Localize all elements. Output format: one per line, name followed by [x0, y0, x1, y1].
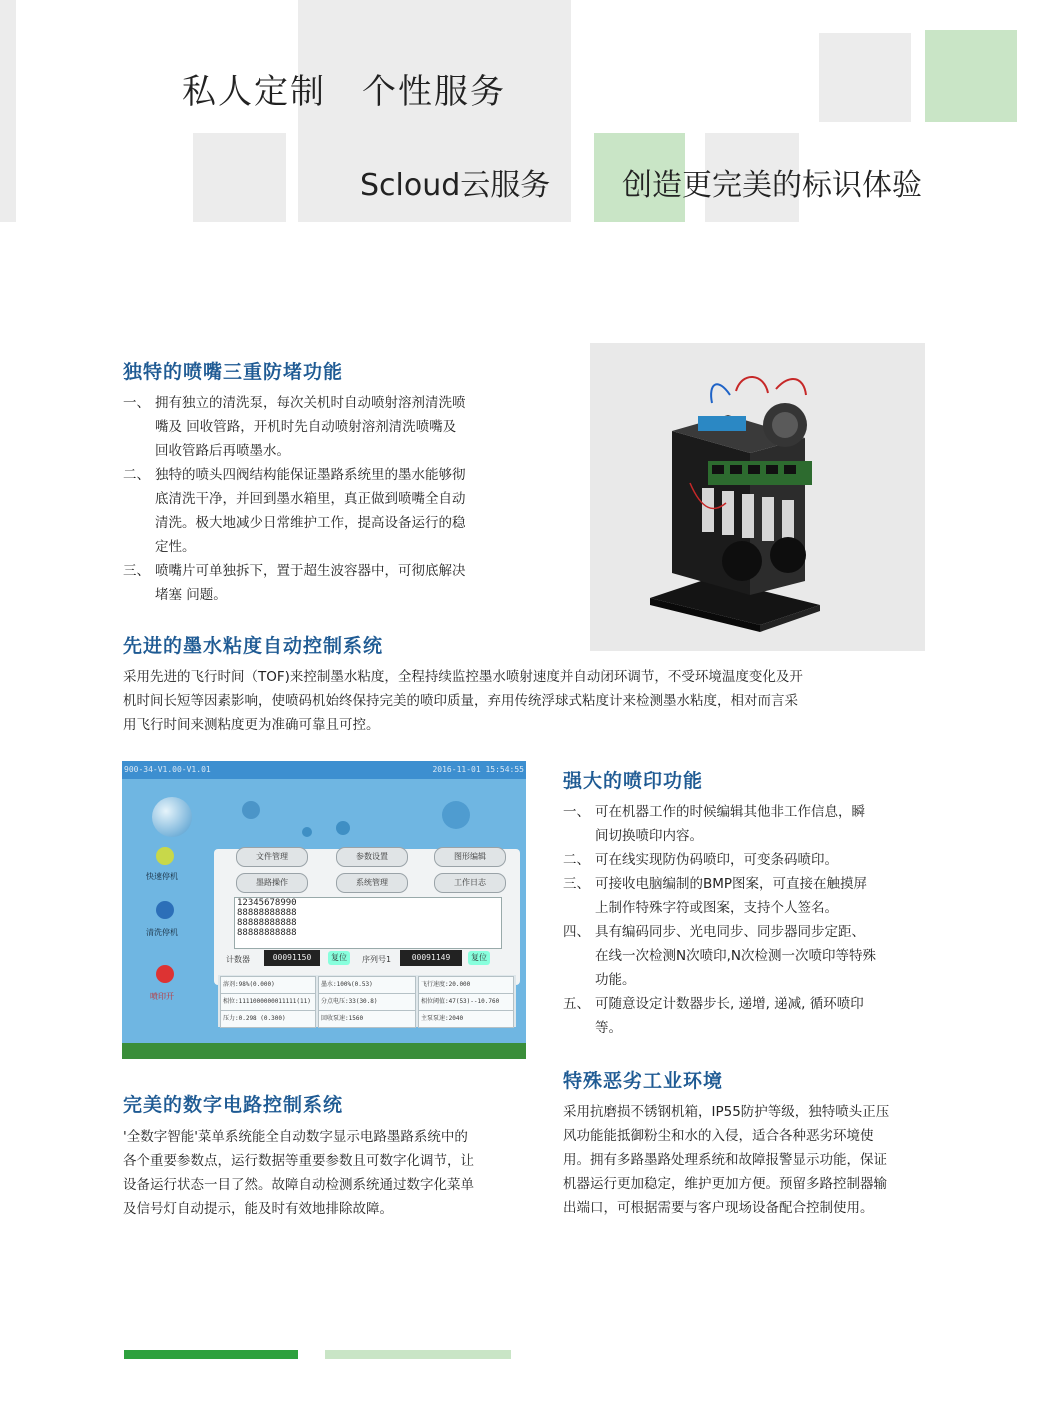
- item-line: 清洗。极大地减少日常维护工作，提高设备运行的稳: [155, 515, 466, 531]
- print-on-label: 喷印开: [150, 992, 174, 1001]
- item-line: 功能。: [595, 972, 636, 988]
- digital-control-paragraph: [123, 1125, 533, 1221]
- screen-bubble: [242, 801, 260, 819]
- graphics-edit-button[interactable]: 图形编辑: [434, 847, 506, 867]
- list-item: [563, 800, 943, 848]
- section-title-viscosity: 先进的墨水粘度自动控制系统: [123, 635, 384, 657]
- section-title-digital-control: 完美的数字电路控制系统: [123, 1094, 344, 1116]
- item-line: 拥有独立的清洗泵，每次关机时自动喷射溶剂清洗喷: [155, 395, 466, 411]
- paragraph-line: 及信号灯自动提示，能及时有效地排除故障。: [123, 1201, 393, 1217]
- status-cell: 飞行速度:20.000: [418, 976, 514, 994]
- item-line: 具有编码同步、光电同步、同步器同步定距、: [595, 924, 865, 940]
- serial-value: 00091149: [400, 950, 462, 966]
- quick-stop-label: 快速停机: [146, 872, 178, 881]
- viscosity-paragraph: [123, 665, 928, 737]
- section-title-harsh-environment: 特殊恶劣工业环境: [563, 1070, 724, 1092]
- item-line: 可接收电脑编制的BMP图案，可直接在触摸屏: [595, 876, 868, 892]
- page-title: 私人定制 个性服务: [182, 72, 506, 112]
- text-line: 12345678990: [237, 898, 297, 908]
- item-line: 堵塞 问题。: [155, 587, 227, 603]
- screen-title-bar: [122, 761, 526, 779]
- work-log-button[interactable]: 工作日志: [434, 873, 506, 893]
- param-settings-button[interactable]: 参数设置: [336, 847, 408, 867]
- paragraph-line: '全数字智能'菜单系统能全自动数字显示电路墨路系统中的: [123, 1129, 468, 1145]
- ink-operation-button[interactable]: 墨路操作: [236, 873, 308, 893]
- printhead-illustration: [590, 343, 925, 651]
- status-cell: 溶剂:98%(0.000): [220, 976, 316, 994]
- counter-label: 计数器: [226, 955, 250, 964]
- serial-reset-button[interactable]: 复位: [468, 951, 490, 965]
- item-line: 喷嘴片可单独拆下，置于超生波容器中，可彻底解决: [155, 563, 466, 579]
- list-item: [563, 872, 943, 920]
- item-line: 可在机器工作的时候编辑其他非工作信息，瞬: [595, 804, 865, 820]
- item-number: 一、: [123, 395, 150, 411]
- quick-stop-icon[interactable]: [156, 847, 174, 865]
- status-cell: 回收泵速:1560: [318, 1010, 416, 1028]
- serial-label: 序列号1: [362, 955, 391, 964]
- header-block: [925, 30, 1017, 122]
- screen-bubble: [336, 821, 350, 835]
- paragraph-line: 机器运行更加稳定，维护更加方便。预留多路控制器输: [563, 1176, 887, 1192]
- paragraph-line: 机时间长短等因素影响，使喷码机始终保持完美的喷印质量，弃用传统浮球式粘度计来检测墨水粘度，相对而言采: [123, 693, 798, 709]
- item-number: 二、: [563, 852, 590, 868]
- item-line: 定性。: [155, 539, 196, 555]
- item-line: 嘴及 回收管路，开机时先自动喷射溶剂清洗喷嘴及: [155, 419, 457, 435]
- paragraph-line: 采用抗磨损不锈钢机箱，IP55防护等级，独特喷头正压: [563, 1104, 890, 1120]
- paragraph-line: 采用先进的飞行时间（TOF)来控制墨水粘度，全程持续监控墨水喷射速度并自动闭环调节，不受环境温度变化及开: [123, 669, 803, 685]
- item-line: 独特的喷头四阀结构能保证墨路系统里的墨水能够彻: [155, 467, 466, 483]
- paragraph-line: 用。拥有多路墨路处理系统和故障报警显示功能，保证: [563, 1152, 887, 1168]
- print-on-icon[interactable]: [156, 965, 174, 983]
- text-line: 88888888888: [237, 908, 297, 918]
- paragraph-line: 用飞行时间来测粘度更为准确可靠且可控。: [123, 717, 380, 733]
- status-cell: 相位:1111000000011111(11): [220, 993, 316, 1011]
- screen-bubble: [152, 797, 192, 837]
- list-item: [123, 559, 543, 607]
- item-number: 五、: [563, 996, 590, 1012]
- system-manage-button[interactable]: 系统管理: [336, 873, 408, 893]
- print-text-area[interactable]: [234, 897, 502, 949]
- clean-stop-label: 清洗停机: [146, 928, 178, 937]
- control-screen-image: [122, 761, 526, 1059]
- harsh-environment-paragraph: [563, 1100, 943, 1220]
- counter-reset-button[interactable]: 复位: [328, 951, 350, 965]
- list-item: [123, 463, 543, 559]
- item-line: 回收管路后再喷墨水。: [155, 443, 290, 459]
- list-item: [563, 848, 943, 872]
- footer-bar-green: [124, 1350, 298, 1359]
- item-line: 在线一次检测N次喷印,N次检测一次喷印等特殊: [595, 948, 876, 964]
- item-line: 间切换喷印内容。: [595, 828, 703, 844]
- footer-bar-light-green: [325, 1350, 511, 1359]
- item-number: 二、: [123, 467, 150, 483]
- paragraph-line: 出端口，可根据需要与客户现场设备配合控制使用。: [563, 1200, 874, 1216]
- status-grid: [218, 975, 516, 1027]
- counter-row: [224, 949, 520, 969]
- screen-bottom-bar: [122, 1043, 526, 1059]
- list-item: [563, 992, 943, 1040]
- list-item: [563, 920, 943, 992]
- file-manage-button[interactable]: 文件管理: [236, 847, 308, 867]
- screen-bubble: [442, 801, 470, 829]
- header-block: [0, 0, 16, 222]
- counter-value: 00091150: [264, 950, 320, 966]
- paragraph-line: 各个重要参数点，运行数据等重要参数且可数字化调节，让: [123, 1153, 474, 1169]
- item-line: 可在线实现防伪码喷印，可变条码喷印。: [595, 852, 838, 868]
- printhead-photo: [590, 343, 925, 651]
- status-cell: 主泵泵速:2040: [418, 1010, 514, 1028]
- screen-datetime: 2016-11-01 15:54:55: [432, 765, 524, 774]
- clean-stop-icon[interactable]: [156, 901, 174, 919]
- item-line: 等。: [595, 1020, 622, 1036]
- header-block: [819, 33, 911, 122]
- item-number: 一、: [563, 804, 590, 820]
- list-item: [123, 391, 543, 463]
- status-cell: 墨水:100%(0.53): [318, 976, 416, 994]
- text-line: 88888888888: [237, 918, 297, 928]
- status-cell: 相位阈值:47(53)--10.760: [418, 993, 514, 1011]
- status-cell: 分点电压:33(30.8): [318, 993, 416, 1011]
- paragraph-line: 设备运行状态一目了然。故障自动检测系统通过数字化菜单: [123, 1177, 474, 1193]
- item-number: 三、: [123, 563, 150, 579]
- screen-version: 900-34-V1.00-V1.01: [124, 765, 211, 774]
- subtitle-brand: Scloud云服务: [360, 168, 551, 203]
- section-title-anti-clog: 独特的喷嘴三重防堵功能: [123, 361, 344, 383]
- item-line: 上制作特殊字符或图案，支持个人签名。: [595, 900, 838, 916]
- item-line: 可随意设定计数器步长, 递增, 递减, 循环喷印: [595, 996, 864, 1012]
- status-cell: 压力:0.298 (0.300): [220, 1010, 316, 1028]
- subtitle-slogan: 创造更完美的标识体验: [622, 168, 922, 203]
- screen-bubble: [302, 827, 312, 837]
- header-block: [193, 133, 286, 222]
- section-title-printing: 强大的喷印功能: [563, 770, 704, 792]
- text-line: 88888888888: [237, 928, 297, 938]
- item-line: 底清洗干净，并回到墨水箱里，真正做到喷嘴全自动: [155, 491, 466, 507]
- item-number: 三、: [563, 876, 590, 892]
- paragraph-line: 风功能能抵御粉尘和水的入侵，适合各种恶劣环境使: [563, 1128, 874, 1144]
- item-number: 四、: [563, 924, 590, 940]
